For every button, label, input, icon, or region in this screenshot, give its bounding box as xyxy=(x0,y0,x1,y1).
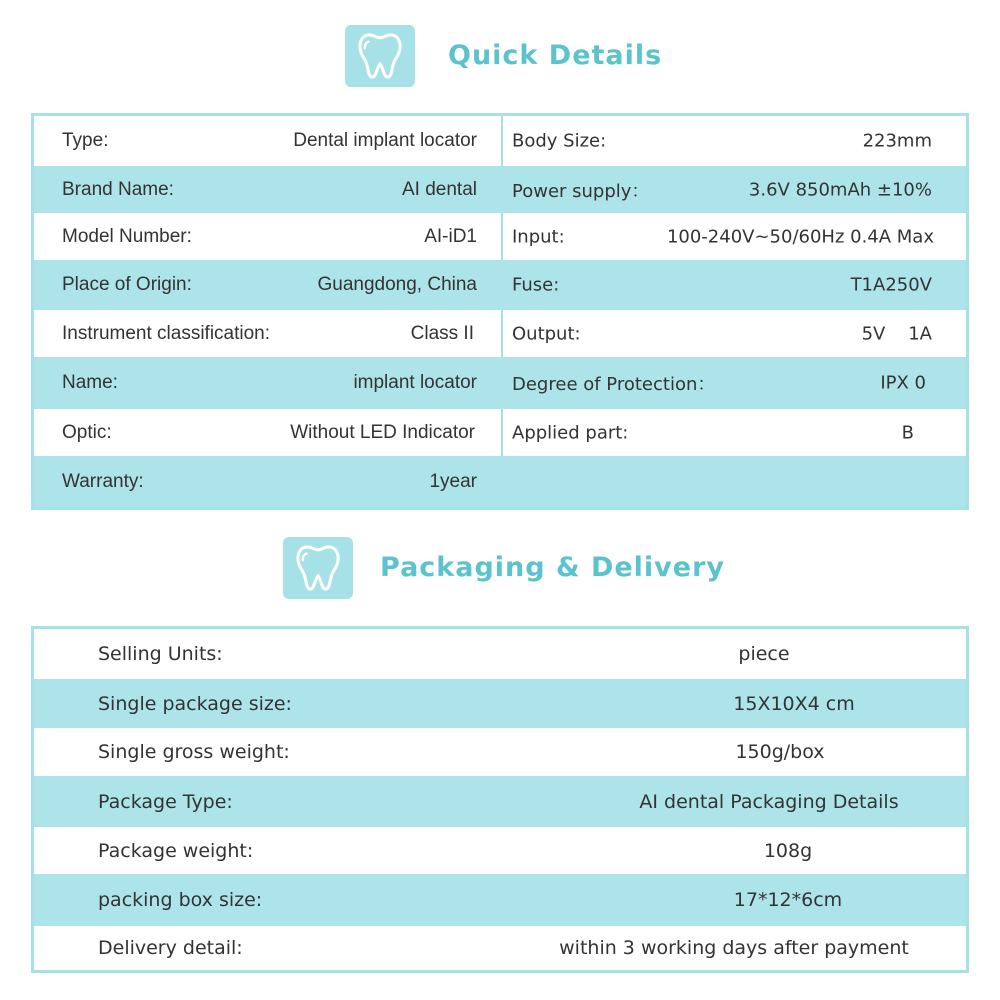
field-value: implant locator xyxy=(353,372,477,393)
field-value: 17*12*6cm xyxy=(733,889,843,911)
field-label: Power supply： xyxy=(512,180,650,202)
field-label: Optic: xyxy=(62,421,112,443)
table-row xyxy=(34,409,966,456)
right-cell xyxy=(503,166,966,213)
table-row xyxy=(34,310,966,357)
table-row xyxy=(34,456,966,507)
field-label: Brand Name: xyxy=(62,178,174,200)
field-label: Package weight: xyxy=(98,839,254,862)
field-label: Name: xyxy=(62,372,118,393)
left-cell xyxy=(34,310,501,357)
field-value: 150g/box xyxy=(735,741,825,763)
field-label: Model Number: xyxy=(62,225,192,247)
field-value: Class II xyxy=(410,322,474,344)
field-label: Place of Origin: xyxy=(62,274,192,295)
packaging-title: Packaging & Delivery xyxy=(380,552,726,583)
tooth-icon xyxy=(295,543,341,593)
table-row xyxy=(34,357,966,409)
field-value: piece xyxy=(738,643,790,665)
quick-details-title: Quick Details xyxy=(448,40,663,71)
left-cell xyxy=(34,116,501,166)
field-value: B xyxy=(901,422,914,443)
field-value: Without LED Indicator xyxy=(290,421,475,443)
field-value: 108g xyxy=(763,839,813,862)
field-value: 223mm xyxy=(862,130,932,152)
field-value: Guangdong, China xyxy=(317,274,477,295)
quick-details-table xyxy=(31,113,969,510)
field-label: packing box size: xyxy=(98,889,263,911)
packaging-icon-box xyxy=(283,537,353,599)
table-row xyxy=(34,679,966,728)
field-label: Input: xyxy=(512,226,565,247)
table-row xyxy=(34,116,966,166)
field-label: Fuse: xyxy=(512,274,560,296)
right-cell xyxy=(503,260,966,310)
field-label: Output: xyxy=(512,323,581,344)
field-label: Package Type: xyxy=(98,790,233,813)
field-value: AI dental xyxy=(402,178,477,200)
field-value: AI-iD1 xyxy=(424,225,477,247)
table-row xyxy=(34,827,966,874)
field-label: Instrument classification: xyxy=(62,322,271,344)
right-cell xyxy=(503,409,966,456)
right-cell-empty xyxy=(503,456,966,507)
right-cell xyxy=(503,310,966,357)
packaging-header xyxy=(0,537,1000,601)
right-cell xyxy=(503,116,966,166)
field-label: Selling Units: xyxy=(98,643,223,665)
left-cell xyxy=(34,213,501,260)
field-value: within 3 working days after payment xyxy=(559,937,909,959)
field-label: Warranty: xyxy=(62,470,144,492)
field-label: Applied part: xyxy=(512,422,629,443)
right-cell xyxy=(503,357,966,409)
field-value: 100-240V~50/60Hz 0.4A Max xyxy=(666,226,934,247)
left-cell xyxy=(34,409,501,456)
table-row xyxy=(34,213,966,260)
quick-details-icon-box xyxy=(345,25,415,87)
field-label: Degree of Protection： xyxy=(512,374,716,395)
table-row xyxy=(34,629,966,679)
field-value: 3.6V 850mAh ±10% xyxy=(748,179,932,200)
table-row xyxy=(34,728,966,776)
left-cell xyxy=(34,357,501,409)
field-label: Single package size: xyxy=(98,692,292,715)
table-row xyxy=(34,166,966,213)
field-value: 5V 1A xyxy=(861,323,932,344)
field-label: Body Size: xyxy=(512,130,607,152)
table-row xyxy=(34,874,966,926)
right-cell xyxy=(503,213,966,260)
field-label: Single gross weight: xyxy=(98,741,290,763)
left-cell xyxy=(34,456,501,507)
tooth-icon xyxy=(357,31,403,81)
field-value: IPX 0 xyxy=(880,372,926,394)
packaging-table xyxy=(31,626,969,973)
table-row xyxy=(34,776,966,827)
field-value: 1year xyxy=(429,470,477,492)
quick-details-header xyxy=(0,25,1000,89)
field-label: Delivery detail: xyxy=(98,937,243,959)
table-row xyxy=(34,926,966,970)
table-row xyxy=(34,260,966,310)
left-cell xyxy=(34,166,501,213)
left-cell xyxy=(34,260,501,310)
field-value: Dental implant locator xyxy=(293,130,477,151)
field-value: T1A250V xyxy=(850,274,932,296)
field-value: AI dental Packaging Details xyxy=(639,790,899,813)
field-value: 15X10X4 cm xyxy=(733,692,855,715)
field-label: Type: xyxy=(62,130,109,151)
